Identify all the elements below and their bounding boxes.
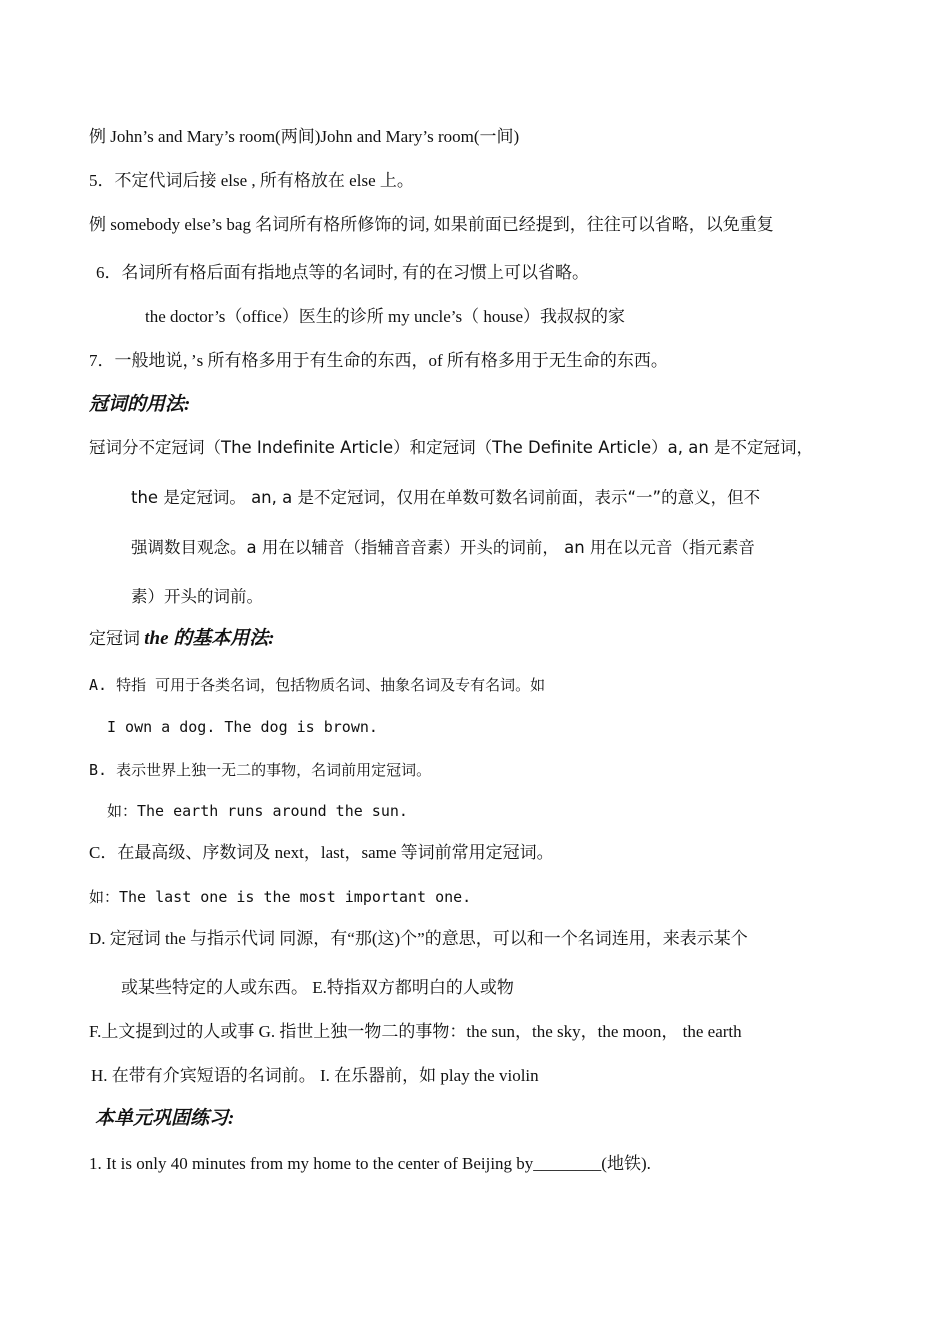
- articles-paragraph-line-2: the 是定冠词。 an, a 是不定冠词，仅用在单数可数名词前面，表示“一”的意义，但不: [131, 488, 761, 507]
- articles-paragraph-line-1: 冠词分不定冠词（The Indefinite Article）和定冠词（The Definite Article）a, an 是不定冠词，: [89, 438, 814, 457]
- rule-5-line: 5．不定代词后接 else , 所有格放在 else 上。: [89, 171, 414, 190]
- definite-article-heading-bold: the 的基本用法:: [144, 628, 275, 649]
- example-possessive-line: 例 John’s and Mary’s room(两间)John and Mary’s room(一间): [89, 127, 520, 146]
- rule-d-e-line: 或某些特定的人或东西。 E.特指双方都明白的人或物: [121, 978, 514, 997]
- rule-6-line: 6．名词所有格后面有指地点等的名词时, 有的在习惯上可以省略。: [96, 263, 589, 282]
- articles-heading: 冠词的用法:: [89, 394, 191, 415]
- rule-c-line: C．在最高级、序数词及 next，last，same 等词前常用定冠词。: [89, 843, 554, 862]
- definite-article-heading-prefix: 定冠词: [89, 629, 145, 648]
- rule-7-line: 7．一般地说，’s 所有格多用于有生命的东西，of 所有格多用于无生命的东西。: [89, 351, 668, 370]
- articles-paragraph-line-3: 强调数目观念。a 用在以辅音（指辅音音素）开头的词前， an 用在以元音（指元素音: [131, 538, 755, 557]
- rule-d-line: D. 定冠词 the 与指示代词 同源，有“那(这)个”的意思，可以和一个名词连用，来表示某个: [89, 929, 748, 948]
- articles-paragraph-line-4: 素）开头的词前。: [131, 587, 263, 606]
- rule-f-g-line: F.上文提到过的人或事 G. 指世上独一物二的事物：the sun，the sky，the moon， the earth: [89, 1022, 742, 1041]
- rule-h-i-line: H. 在带有介宾短语的名词前。 I. 在乐器前，如 play the violin: [91, 1066, 539, 1085]
- unit-exercises-heading: 本单元巩固练习:: [95, 1108, 235, 1129]
- rule-b-example: 如：The earth runs around the sun.: [107, 802, 408, 820]
- rule-b-line: B. 表示世界上独一无二的事物，名词前用定冠词。: [89, 761, 432, 779]
- example-else-line: 例 somebody else’s bag 名词所有格所修饰的词, 如果前面已经提到，往往可以省略，以免重复: [89, 215, 774, 234]
- rule-6-example-line: the doctor’s（office）医生的诊所 my uncle’s（ house）我叔叔的家: [145, 307, 626, 326]
- definite-article-heading: [89, 628, 275, 650]
- rule-a-line: A. 特指 可用于各类名词，包括物质名词、抽象名词及专有名词。如: [89, 676, 546, 694]
- rule-a-example: I own a dog. The dog is brown.: [107, 718, 378, 736]
- exercise-question-1: 1. It is only 40 minutes from my home to the center of Beijing by________(地铁).: [89, 1154, 651, 1173]
- rule-c-example: 如：The last one is the most important one.: [89, 888, 472, 906]
